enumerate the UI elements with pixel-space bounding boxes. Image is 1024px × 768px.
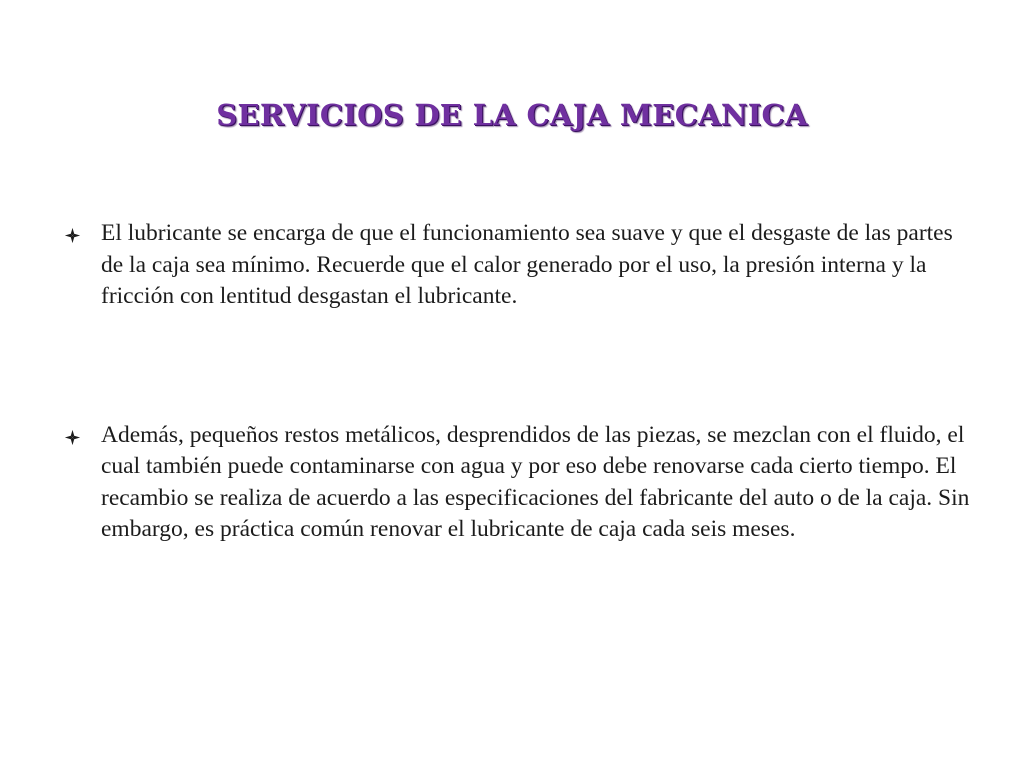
bullet-list <box>64 218 974 546</box>
diamond-bullet-icon <box>64 227 81 244</box>
bullet-item-lubricant-renewal <box>64 420 974 546</box>
diamond-bullet-icon <box>64 429 81 446</box>
bullet-text: El lubricante se encarga de que el funcionamiento sea suave y que el desgaste de las partes de la caja sea mínimo. Recuerde que el calor generado por el uso, la presión interna y la fricción con lentitud desgastan el lubricante. <box>101 220 953 309</box>
bullet-item-lubricant-function <box>64 218 974 313</box>
slide-title: SERVICIOS DE LA CAJA MECANICA <box>216 98 808 132</box>
bullet-text: Además, pequeños restos metálicos, desprendidos de las piezas, se mezclan con el fluido, el cual también puede contaminarse con agua y por eso debe renovarse cada cierto tiempo. El recambio se realiza de acuerdo a las especificaciones del fabricante del auto o de la caja. Sin embargo, es práctica común renovar el lubricante de caja cada seis meses. <box>101 421 970 542</box>
